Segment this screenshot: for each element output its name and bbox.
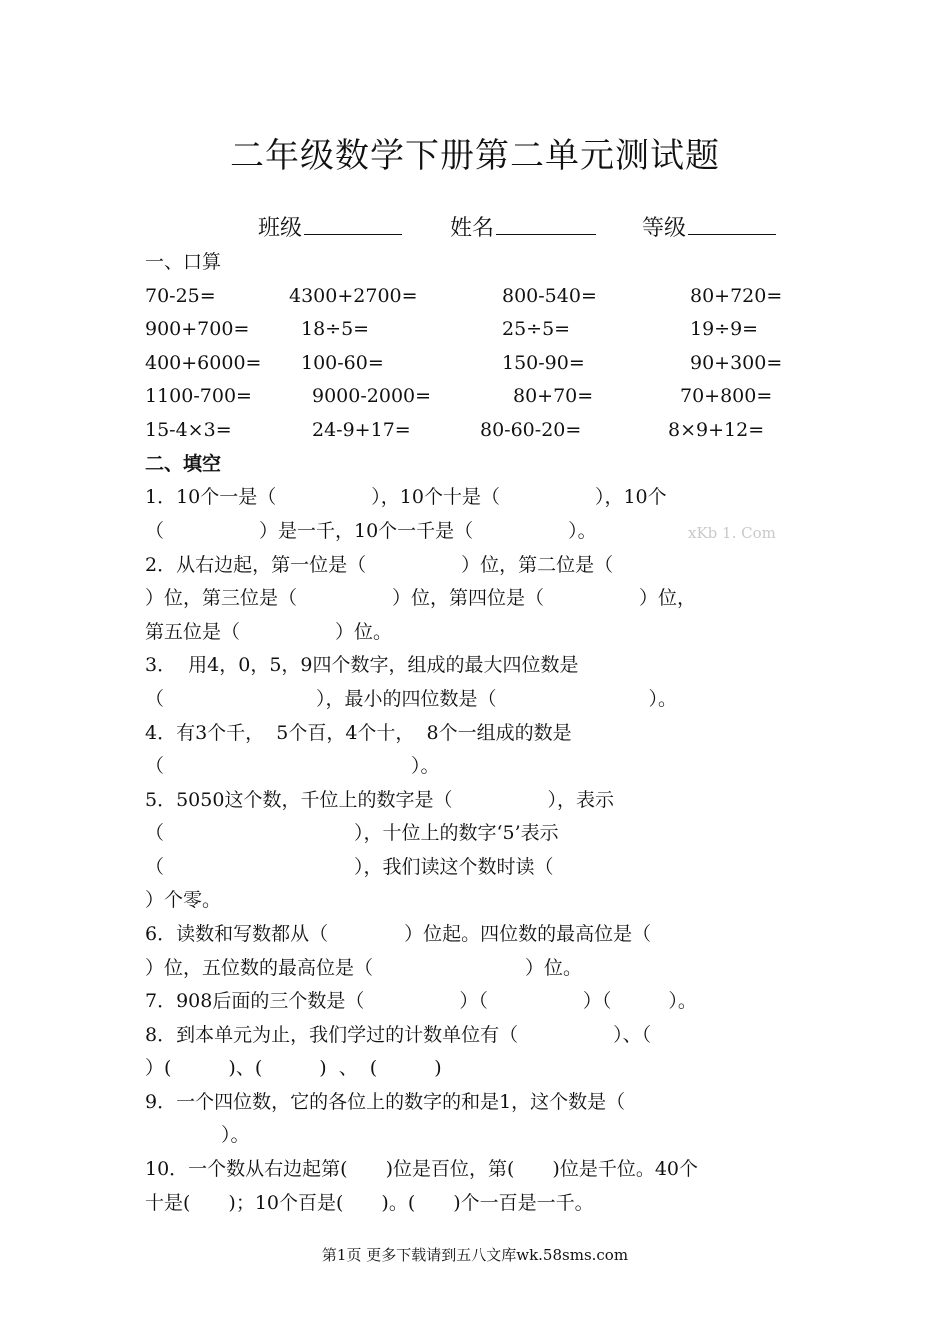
question-line: 十是( )；10个百是( )。( )个一百是一千。 <box>145 1192 594 1214</box>
question-line: ）位，五位数的最高位是（ ）位。 <box>145 957 583 979</box>
question-line: 2．从右边起，第一位是（ ）位，第二位是（ <box>145 554 614 576</box>
grade-field <box>642 210 776 242</box>
question-line: （ ），最小的四位数是（ ）。 <box>145 688 678 710</box>
calc-item: 18÷5= <box>301 318 370 340</box>
question-line: 10．一个数从右边起第( )位是百位，第( )位是千位。40个 <box>145 1158 699 1180</box>
calc-item: 9000-2000= <box>312 385 432 407</box>
question-line: 7．908后面的三个数是（ ）（ ）（ ）。 <box>145 990 697 1012</box>
section2-heading: 二、填空 <box>145 453 222 475</box>
question-line: 4．有3个千， 5个百，4个十， 8个一组成的数是 <box>145 722 572 744</box>
question-line: 3． 用4，0，5，9四个数字，组成的最大四位数是 <box>145 654 579 676</box>
calc-item: 15-4×3= <box>145 419 232 441</box>
question-line: ）位，第三位是（ ）位，第四位是（ ）位， <box>145 587 697 609</box>
calc-item: 25÷5= <box>502 318 571 340</box>
calc-item: 400+6000= <box>145 352 262 374</box>
calc-item: 90+300= <box>690 352 783 374</box>
student-info-row <box>258 210 798 240</box>
calc-item: 70-25= <box>145 285 216 307</box>
calc-item: 70+800= <box>680 385 773 407</box>
question-line: 8．到本单元为止，我们学过的计数单位有（ ）、（ <box>145 1024 652 1046</box>
section1-heading: 一、口算 <box>145 251 222 273</box>
question-line: ）( )、( ) 、 ( ) <box>145 1057 442 1079</box>
question-line: （ ）是一千，10个一千是（ ）。 <box>145 520 597 542</box>
question-line: 6．读数和写数都从（ ）位起。四位数的最高位是（ <box>145 923 652 945</box>
question-line: ）个零。 <box>145 889 222 911</box>
name-field <box>450 210 596 242</box>
calc-item: 4300+2700= <box>289 285 418 307</box>
name-blank <box>496 210 596 235</box>
watermark: xKb 1. Com <box>688 524 776 542</box>
grade-blank <box>688 210 776 235</box>
calc-item: 80+70= <box>513 385 594 407</box>
class-label: 班级 <box>258 216 303 241</box>
question-line: 1．10个一是（ ），10个十是（ ），10个 <box>145 486 667 508</box>
calc-item: 19÷9= <box>690 318 759 340</box>
question-line: ）。 <box>145 1124 250 1146</box>
calc-item: 100-60= <box>301 352 384 374</box>
question-line: 5．5050这个数，千位上的数字是（ ），表示 <box>145 789 614 811</box>
class-field <box>258 210 402 242</box>
calc-item: 80+720= <box>690 285 783 307</box>
page-title: 二年级数学下册第二单元测试题 <box>230 136 720 176</box>
calc-item: 24-9+17= <box>312 419 411 441</box>
calc-item: 900+700= <box>145 318 250 340</box>
calc-item: 150-90= <box>502 352 585 374</box>
calc-item: 80-60-20= <box>480 419 582 441</box>
question-line: （ ）。 <box>145 755 440 777</box>
question-line: 第五位是（ ）位。 <box>145 621 393 643</box>
name-label: 姓名 <box>450 216 495 241</box>
question-line: （ ），我们读这个数时读（ <box>145 856 554 878</box>
calc-item: 800-540= <box>502 285 597 307</box>
calc-item: 8×9+12= <box>668 419 765 441</box>
grade-label: 等级 <box>642 216 687 241</box>
page-footer: 第1页 更多下载请到五八文库wk.58sms.com <box>321 1246 629 1264</box>
question-line: （ ），十位上的数字‘5’表示 <box>145 822 559 844</box>
calc-item: 1100-700= <box>145 385 252 407</box>
class-blank <box>304 210 402 235</box>
question-line: 9．一个四位数，它的各位上的数字的和是1，这个数是（ <box>145 1091 626 1113</box>
